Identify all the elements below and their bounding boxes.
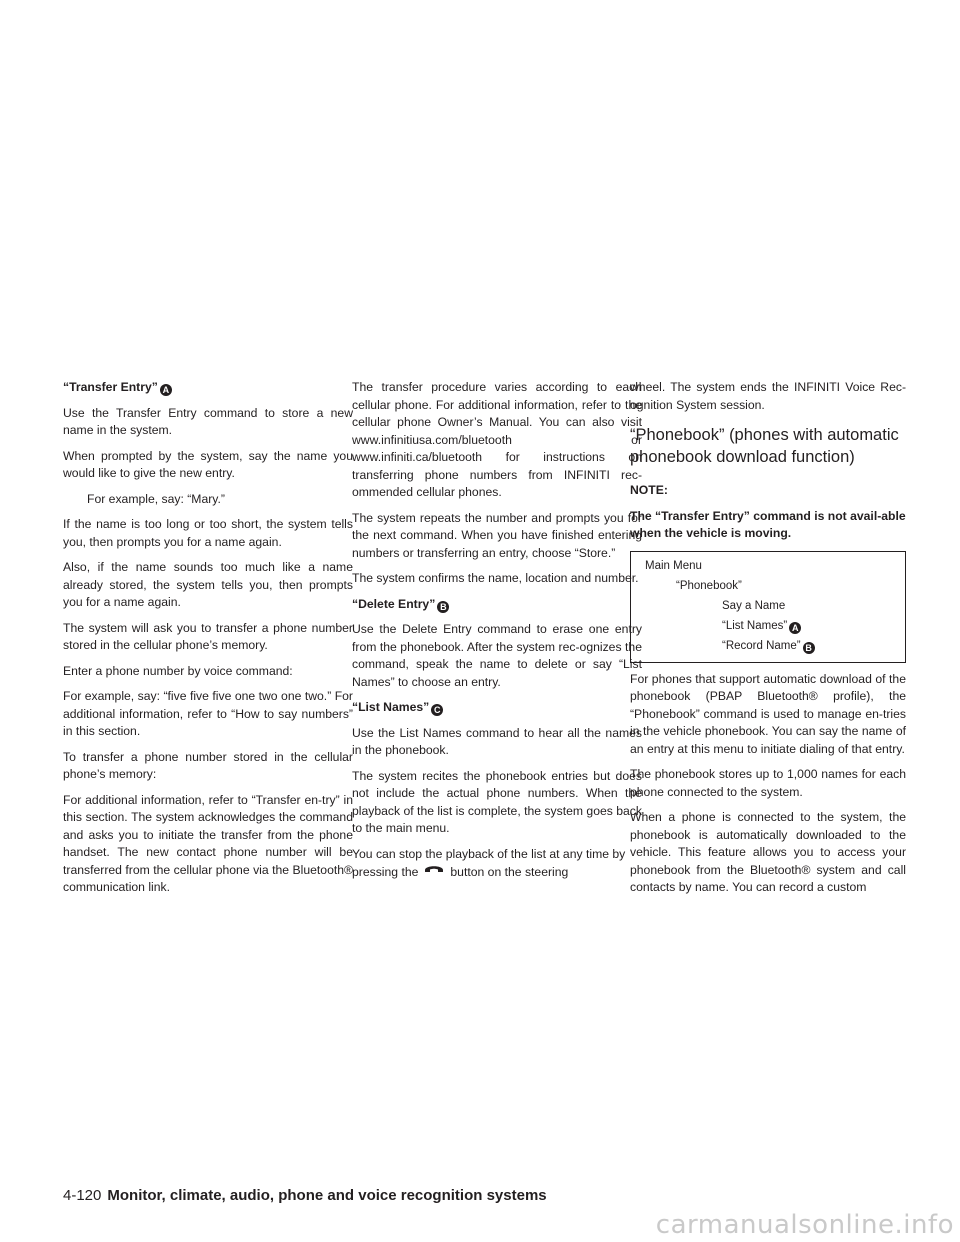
note-text: The “Transfer Entry” command is not avail-able when the vehicle is moving. <box>630 508 906 540</box>
menu-item-list-names <box>645 616 905 636</box>
heading-list-names <box>352 699 642 717</box>
paragraph: Use the Delete Entry command to erase one entry from the phonebook. After the system rec-ognizes the command, speak the name to delete or say “List Names” to choose an entry. <box>352 622 642 689</box>
paragraph-text: You can stop the playback of the list at any time by pressing the <box>352 846 626 879</box>
example-text: For example, say: “Mary.” <box>87 491 225 506</box>
paragraph: To transfer a phone number stored in the cellular phone’s memory: <box>63 749 353 781</box>
paragraph: The system will ask you to transfer a phone number stored in the cellular phone’s memory. <box>63 620 353 652</box>
paragraph: When a phone is connected to the system, the phonebook is automatically downloaded to the vehicle. This feature allows you to access your phonebook from the Bluetooth® system and call contacts by name. You can record a custom <box>630 810 906 894</box>
heading-transfer-entry <box>63 379 353 397</box>
phone-hang-up-icon <box>424 863 444 873</box>
paragraph: Use the List Names command to hear all the names in the phonebook. <box>352 725 642 757</box>
paragraph: When prompted by the system, say the name you would like to give the new entry. <box>63 448 353 480</box>
paragraph: The transfer procedure varies according to each cellular phone. For additional information, refer to the cellular phone Owner’s Manual. You can also visit www.infinitiusa.com/bluetooth or www.infiniti.ca/bluetooth for instructions on transferring phone numbers from INFINITI rec-ommended cellular phones. <box>352 380 642 499</box>
menu-item-phonebook: “Phonebook” <box>676 579 742 592</box>
paragraph: Also, if the name sounds too much like a name already stored, the system tells you, then prompts you for a name again. <box>63 560 353 609</box>
paragraph: For phones that support automatic download of the phonebook (PBAP Bluetooth® profile), the “Phonebook” command is used to manage en-tries in the vehicle phonebook. You can say the name of an entry at this menu to initiate dialing of that entry. <box>630 671 906 756</box>
heading-text: “Delete Entry” <box>352 596 436 611</box>
paragraph: For additional information, refer to “Transfer en-try” in this section. The system acknowledges the command and asks you to initiate the transfer from the phone handset. The new contact phone number will be transferred from the cellular phone via the Bluetooth® communication link. <box>63 792 353 894</box>
callout-badge-b: B <box>803 642 815 654</box>
column-2 <box>352 379 642 890</box>
paragraph: wheel. The system ends the INFINITI Voice Rec-ognition System session. <box>630 380 906 412</box>
page-footer <box>63 1187 547 1205</box>
paragraph: If the name is too long or too short, the system tells you, then prompts you for a name again. <box>63 517 353 549</box>
paragraph: The phonebook stores up to 1,000 names for each phone connected to the system. <box>630 767 906 799</box>
note-label: NOTE: <box>630 483 668 497</box>
callout-badge-a: A <box>160 384 172 396</box>
menu-item-say-name: Say a Name <box>722 599 786 612</box>
column-1 <box>63 379 353 905</box>
paragraph: Use the Transfer Entry command to store a new name in the system. <box>63 405 353 437</box>
callout-badge-c: C <box>431 704 443 716</box>
column-3 <box>630 379 906 905</box>
paragraph: Enter a phone number by voice command: <box>63 663 293 678</box>
paragraph-text: button on the steering <box>450 865 569 879</box>
callout-badge-b: B <box>437 601 449 613</box>
paragraph: For example, say: “five five five one two one two.” For additional information, refer to “How to say numbers” in this section. <box>63 689 353 738</box>
paragraph-with-icon <box>352 846 642 882</box>
heading-text: “List Names” <box>352 700 430 714</box>
menu-item-main: Main Menu <box>645 559 702 572</box>
page-number: 4-120 <box>63 1187 102 1204</box>
watermark-text: carmanualsonline.info <box>655 1209 954 1240</box>
menu-item-text: “List Names” <box>722 619 788 632</box>
menu-tree-box <box>630 551 906 663</box>
section-title: Monitor, climate, audio, phone and voice recognition systems <box>107 1187 547 1204</box>
heading-delete-entry <box>352 596 642 614</box>
menu-item-text: “Record Name” <box>722 639 801 652</box>
heading-text: “Transfer Entry” <box>63 380 158 394</box>
callout-badge-a: A <box>789 622 801 634</box>
paragraph: The system recites the phonebook entries but does not include the actual phone numbers. When the playback of the list is complete, the system goes back to the main menu. <box>352 768 642 835</box>
paragraph: The system repeats the number and prompts you for the next command. When you have finished entering numbers or transferring an entry, choose “Store.” <box>352 510 642 560</box>
section-heading-phonebook: “Phonebook” (phones with automatic phonebook download function) <box>630 426 899 466</box>
paragraph: The system confirms the name, location and number. <box>352 571 639 585</box>
menu-item-record-name <box>645 636 905 656</box>
